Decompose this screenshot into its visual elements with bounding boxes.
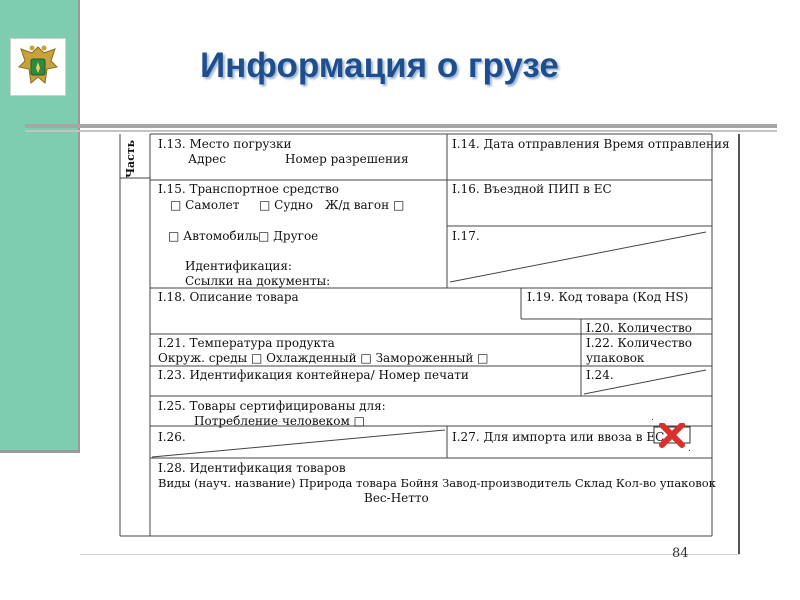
part-label: Часть: [124, 139, 137, 178]
i15-car: □ Автомобиль: [168, 229, 259, 243]
checkbox-crossed-icon: [653, 423, 693, 449]
tick-mark: .: [688, 444, 691, 454]
tick-mark: .: [651, 413, 654, 423]
i15-ship: □ Судно: [259, 198, 314, 212]
i16-label: I.16. Въездной ПИП в ЕС: [452, 182, 612, 196]
i17-strike-line: [450, 232, 706, 282]
i19-label: I.19. Код товара (Код HS): [527, 290, 689, 304]
page-number: 84: [672, 546, 689, 561]
i13-permit-number: Номер разрешения: [285, 152, 409, 166]
i21-label: I.21. Температура продукта: [158, 336, 335, 350]
i22-label-line2: упаковок: [586, 351, 645, 365]
i28-label: I.28. Идентификация товаров: [158, 461, 346, 475]
slide-title: Информация о грузе: [200, 46, 559, 85]
i15-identification: Идентификация:: [185, 259, 292, 273]
i13-label: I.13. Место погрузки: [158, 137, 292, 151]
i25-human-consumption: Потребление человеком □: [194, 414, 365, 428]
i18-label: I.18. Описание товара: [158, 290, 299, 304]
i28-net-weight: Вес-Нетто: [364, 491, 429, 505]
i15-plane: □ Самолет: [170, 198, 240, 212]
i22-label-line1: I.22. Количество: [586, 336, 692, 350]
i13-address: Адрес: [188, 152, 226, 166]
i17-label: I.17.: [452, 229, 480, 243]
i26-strike-line: [152, 430, 445, 457]
document-right-edge: [738, 134, 740, 554]
i25-label: I.25. Товары сертифицированы для:: [158, 399, 386, 413]
i15-doc-refs: Ссылки на документы:: [185, 274, 331, 288]
i15-label: I.15. Транспортное средство: [158, 182, 339, 196]
i27-label: I.27. Для импорта или ввоза в ЕС: [452, 430, 665, 444]
i24-label: I.24.: [586, 368, 614, 382]
i15-other: □ Другое: [258, 229, 319, 243]
i21-options: Окруж. среды □ Охлажденный □ Замороженный □: [158, 351, 489, 365]
i28-columns: Виды (науч. название) Природа товара Бойня Завод-производитель Склад Кол-во упаковок: [158, 476, 716, 490]
i20-label: I.20. Количество: [586, 321, 692, 335]
i14-label: I.14. Дата отправления Время отправления: [452, 137, 730, 151]
i15-rail: Ж/д вагон □: [325, 198, 405, 212]
i23-label: I.23. Идентификация контейнера/ Номер печати: [158, 368, 469, 382]
i26-label: I.26.: [158, 430, 186, 444]
page-bottom-line: [80, 554, 740, 555]
